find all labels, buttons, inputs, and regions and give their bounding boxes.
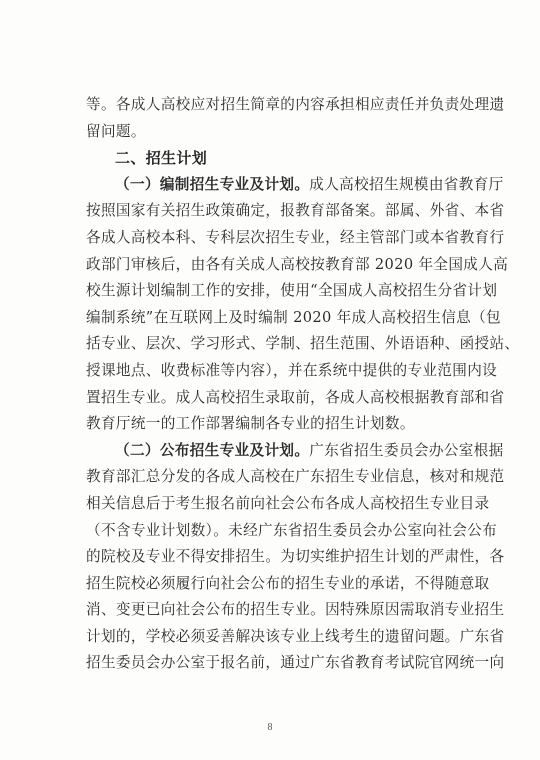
text-line: 等。各成人高校应对招生简章的内容承担相应责任并负责处理遗 [86, 96, 505, 113]
text-span: 广东省招生委员会办公室根据 [309, 441, 504, 459]
text-line: 教育部汇总分发的各成人高校在广东招生专业信息，核对和规范 [86, 468, 505, 486]
text-line: 计划的，学校必须妥善解决该专业上线考生的遗留问题。广东省 [86, 627, 505, 645]
subsection-1-label: （一）编制招生专业及计划。 [115, 175, 310, 193]
text-line: 留问题。 [86, 122, 146, 140]
text-line: 教育厅统一的工作部署编制各专业的招生计划数。 [86, 415, 415, 433]
subsection-2-label: （二）公布招生专业及计划。 [115, 441, 310, 459]
text-line: 校生源计划编制工作的安排，使用“全国成人高校招生分省计划 [86, 282, 498, 300]
section-heading: 二、招生计划 [115, 149, 208, 168]
text-line: 招生院校必须履行向社会公布的招生专业的承诺，不得随意取 [86, 574, 490, 592]
text-line: 置招生专业。成人高校招生录取前，各成人高校根据教育部和省 [86, 388, 505, 406]
text-line: 编制系统”在互联网上及时编制 2020 年成人高校招生信息（包 [86, 308, 501, 326]
text-line: 招生委员会办公室于报名前，通过广东省教育考试院官网统一向 [86, 654, 505, 672]
text-line: 按照国家有关招生政策确定，报教育部备案。部属、外省、本省 [86, 202, 505, 220]
text-line: 的院校及专业不得安排招生。为切实维护招生计划的严肃性，各 [86, 548, 505, 566]
document-body [86, 92, 520, 677]
text-span: 成人高校招生规模由省教育厅 [309, 175, 504, 193]
text-line: （不含专业计划数）。未经广东省招生委员会办公室向社会公布 [86, 521, 498, 539]
text-line: 相关信息后于考生报名前向社会公布各成人高校招生专业目录 [86, 494, 490, 512]
text-line: 政部门审核后，由各有关成人高校按教育部 2020 年全国成人高 [86, 255, 509, 273]
page-number: 8 [267, 722, 273, 733]
text-line: 括专业、层次、学习形式、学制、招生范围、外语语种、函授站、 [86, 335, 520, 353]
text-line: 各成人高校本科、专科层次招生专业，经主管部门或本省教育行 [86, 228, 505, 246]
subsection-2-first-line [86, 438, 504, 465]
text-line: 授课地点、收费标准等内容），并在系统中提供的专业范围内设 [86, 361, 498, 379]
text-line: 消、变更已向社会公布的招生专业。因特殊原因需取消专业招生 [86, 601, 505, 619]
subsection-1-first-line [86, 172, 504, 199]
